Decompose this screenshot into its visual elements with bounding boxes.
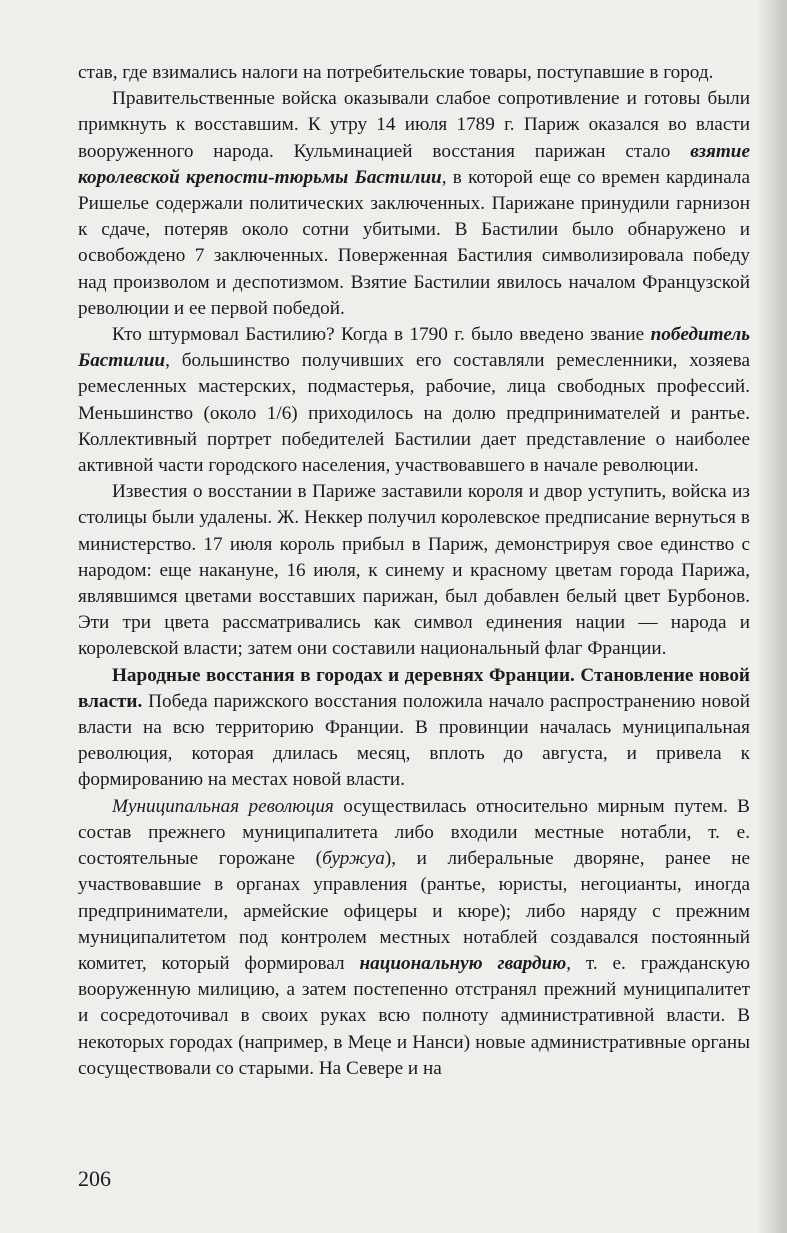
page-body: [78, 60, 750, 1082]
emphasis-municipal-revolution: Муниципальная революция: [112, 795, 334, 817]
paragraph-1: [78, 60, 750, 86]
text-run: , т. е. гражданскую вооруженную милицию, а затем постепенно отстранял прежний муниципалитет и сосредоточивал в своих руках всю полноту административной власти. В некоторых городах (например, в Меце и Нанси) новые административные органы сосуществовали со старыми. На Севере и на: [78, 952, 750, 1079]
text-run: ), и либеральные дворяне, ранее не участвовавшие в органах управления (рантье, юристы, негоцианты, иногда предприниматели, армейские офицеры и кюре); либо наряду с прежним муниципалитетом под контролем местных нотаблей создавался постоянный комитет, который формировал: [78, 848, 750, 974]
paragraph-4: [78, 479, 750, 662]
text-run: осуществилась относительно мирным путем. В состав прежнего муниципалитета либо входили местные нотабли, т. е. состоятельные горожане (: [78, 795, 750, 870]
text-run: , большинство получивших его составляли ремесленники, хозяева ремесленных мастерских, подмастерья, рабочие, лица свободных профессий. Меньшинство (около 1/6) приходилось на долю предпринимателей и рантье. Коллективный портрет победителей Бастилии дает представление о наиболее активной части городского населения, участвовавшего в начале революции.: [78, 350, 750, 477]
text-run: Правительственные войска оказывали слабое сопротивление и готовы были примкнуть к восставшим. К утру 14 июля 1789 г. Париж оказался во власти вооруженного народа. Кульминацией восстания парижан стало: [78, 88, 750, 162]
paragraph-3: [78, 322, 750, 479]
page-edge-shadow: [757, 0, 787, 1233]
emphasis-national-guard: национальную гвардию: [359, 952, 567, 974]
page-number: 206: [78, 1166, 111, 1191]
paragraph-2: [78, 86, 750, 322]
section-heading: Народные восстания в городах и деревнях Франции. Становление новой власти.: [78, 664, 750, 712]
text-run: Победа парижского восстания положила начало распространению новой власти на всю территорию Франции. В провинции началась муниципальная революция, которая длилась месяц, вплоть до августа, и привела к формированию на местах новой власти.: [78, 690, 750, 791]
text-run: став, где взимались налоги на потребительские товары, поступавшие в город.: [78, 62, 714, 83]
emphasis-bastille-victor: победитель Бастилии: [78, 324, 750, 372]
text-run: Известия о восстании в Париже заставили короля и двор уступить, войска из столицы были удалены. Ж. Неккер получил королевское предписание вернуться в министерство. 17 июля король прибыл в Париж, демонстрируя свое единство с народом: еще накануне, 16 июля, к синему и красному цветам города Парижа, являвшимся цветами восставших парижан, был добавлен белый цвет Бурбонов. Эти три цвета рассматривались как символ единения нации — народа и королевской власти; затем они составили национальный флаг Франции.: [78, 481, 750, 660]
emphasis-bastille-capture: взятие королевской крепости-тюрьмы Бастилии: [78, 140, 750, 188]
paragraph-6: [78, 794, 750, 1082]
text-run: , в которой еще со времен кардинала Ришелье содержали политических заключенных. Парижане принудили гарнизон к сдаче, потеряв около сотни убитыми. В Бастилии было обнаружено и освобождено 7 заключенных. Поверженная Бастилия символизировала победу над произволом и деспотизмом. Взятие Бастилии явилось началом Французской революции и ее первой победой.: [78, 166, 750, 319]
text-run: Кто штурмовал Бастилию? Когда в 1790 г. было введено звание: [112, 324, 651, 346]
emphasis-bourgeois: буржуа: [322, 848, 385, 870]
paragraph-5: [78, 663, 750, 794]
